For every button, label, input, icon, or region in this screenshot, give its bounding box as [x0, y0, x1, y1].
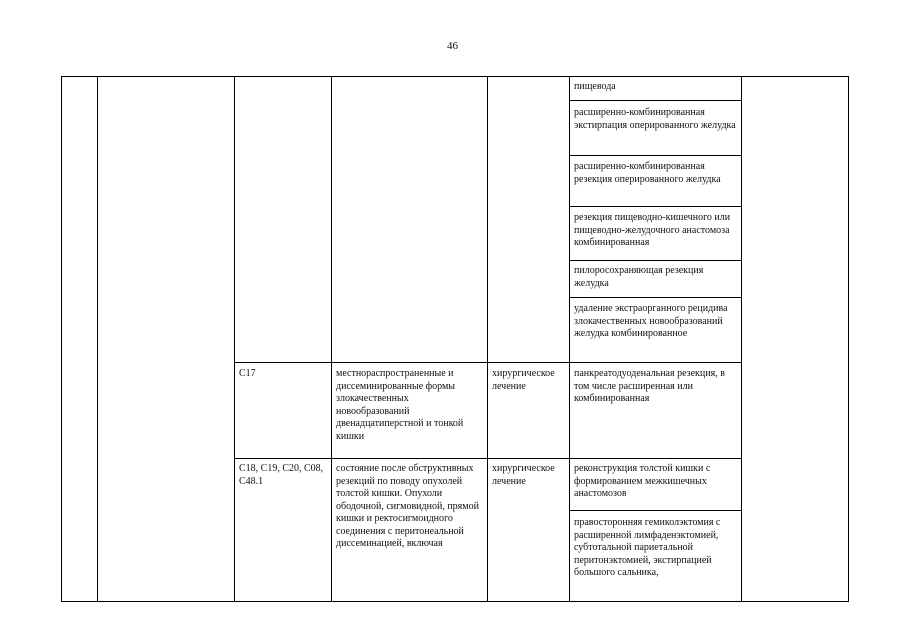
procedure-cell: резекция пищеводно-кишечного или пищеводно-желудочного анастомоза комбинированная: [574, 212, 731, 248]
row-divider: [234, 458, 741, 459]
column-divider: [234, 76, 235, 602]
procedure-cell: пищевода: [574, 81, 616, 92]
treatment-cell: хирургическое лечение: [492, 368, 555, 392]
column-divider: [741, 76, 742, 602]
procedure-cell: правосторонняя гемиколэктомия с расширенной лимфаденэктомией, субтотальной париетальной перитонэктомией, экстирпацией большого сальника,: [574, 517, 721, 578]
code-cell: C18, C19, C20, C08, C48.1: [239, 463, 324, 487]
row-divider: [234, 362, 741, 363]
page-number: 46: [447, 40, 458, 52]
procedure-cell: реконструкция толстой кишки с формированием межкишечных анастомозов: [574, 463, 711, 499]
row-divider: [569, 260, 741, 261]
table-border-top: [61, 76, 849, 77]
row-divider: [569, 206, 741, 207]
code-cell: C17: [239, 368, 256, 379]
procedure-cell: расширенно-комбинированная резекция оперированного желудка: [574, 161, 721, 185]
table-border-bottom: [61, 601, 849, 602]
procedure-cell: расширенно-комбинированная экстирпация оперированного желудка: [574, 107, 736, 131]
column-divider: [331, 76, 332, 602]
column-divider: [487, 76, 488, 602]
row-divider: [569, 297, 741, 298]
row-divider: [569, 510, 741, 511]
row-divider: [569, 100, 741, 101]
table-border-left: [61, 76, 62, 602]
procedure-cell: панкреатодуоденальная резекция, в том числе расширенная или комбинированная: [574, 368, 725, 404]
row-divider: [569, 155, 741, 156]
procedure-cell: удаление экстраорганного рецидива злокачественных новообразований желудка комбинированное: [574, 303, 728, 339]
condition-cell: состояние после обструктивных резекций по поводу опухолей толстой кишки. Опухоли ободочной, сигмовидной, прямой кишки и ректосигмоидного соединения с перитонеальной диссеминацией, включая: [336, 463, 479, 549]
column-divider: [97, 76, 98, 602]
treatment-cell: хирургическое лечение: [492, 463, 555, 487]
table-border-right: [848, 76, 849, 602]
procedure-cell: пилоросохраняющая резекция желудка: [574, 265, 704, 289]
condition-cell: местнораспространенные и диссеминированные формы злокачественных новообразований двенадцатиперстной и тонкой кишки: [336, 368, 464, 442]
